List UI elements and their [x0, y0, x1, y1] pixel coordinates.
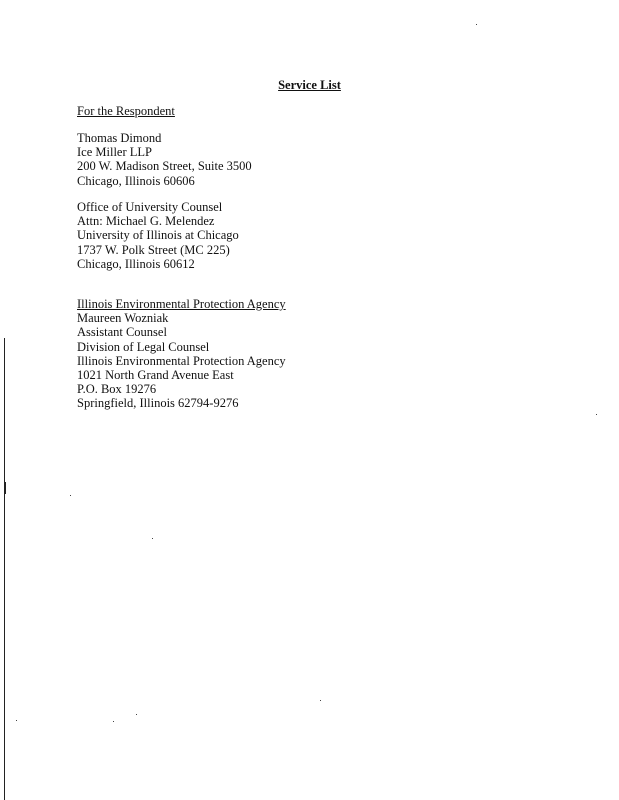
- address-line: P.O. Box 19276: [77, 382, 157, 397]
- address-line: Thomas Dimond: [77, 131, 162, 145]
- address-block-ice-miller: [77, 131, 252, 188]
- scan-speck: [152, 538, 153, 539]
- scan-speck: [320, 700, 321, 701]
- scan-speck: [70, 495, 71, 496]
- page-title: Service List: [278, 78, 341, 92]
- address-line: 1021 North Grand Avenue East: [77, 368, 234, 383]
- address-line: University of Illinois at Chicago: [77, 228, 239, 243]
- section-heading: For the Respondent: [77, 104, 175, 118]
- address-line: Assistant Counsel: [77, 325, 167, 340]
- scan-speck: [476, 24, 477, 25]
- scan-speck: [596, 414, 597, 415]
- address-line: Maureen Wozniak: [77, 311, 169, 326]
- address-line: Office of University Counsel: [77, 200, 223, 214]
- address-line: Chicago, Illinois 60612: [77, 256, 195, 271]
- address-line: Chicago, Illinois 60606: [77, 173, 195, 188]
- address-block-illinois-epa: [77, 297, 286, 411]
- address-line: Illinois Environmental Protection Agency: [77, 353, 286, 368]
- address-block-university-counsel: [77, 200, 239, 271]
- address-line: Division of Legal Counsel: [77, 339, 210, 354]
- scan-speck: [113, 721, 114, 722]
- address-block-heading: Illinois Environmental Protection Agency: [77, 297, 286, 311]
- address-line: Ice Miller LLP: [77, 145, 152, 160]
- address-line: 1737 W. Polk Street (MC 225): [77, 242, 230, 257]
- address-line: Attn: Michael G. Melendez: [77, 214, 215, 229]
- scan-edge-mark: [4, 482, 6, 494]
- scan-speck: [136, 714, 137, 715]
- scan-speck: [16, 720, 17, 721]
- address-line: Springfield, Illinois 62794-9276: [77, 396, 239, 411]
- scan-edge-line: [4, 338, 5, 800]
- address-line: 200 W. Madison Street, Suite 3500: [77, 159, 252, 174]
